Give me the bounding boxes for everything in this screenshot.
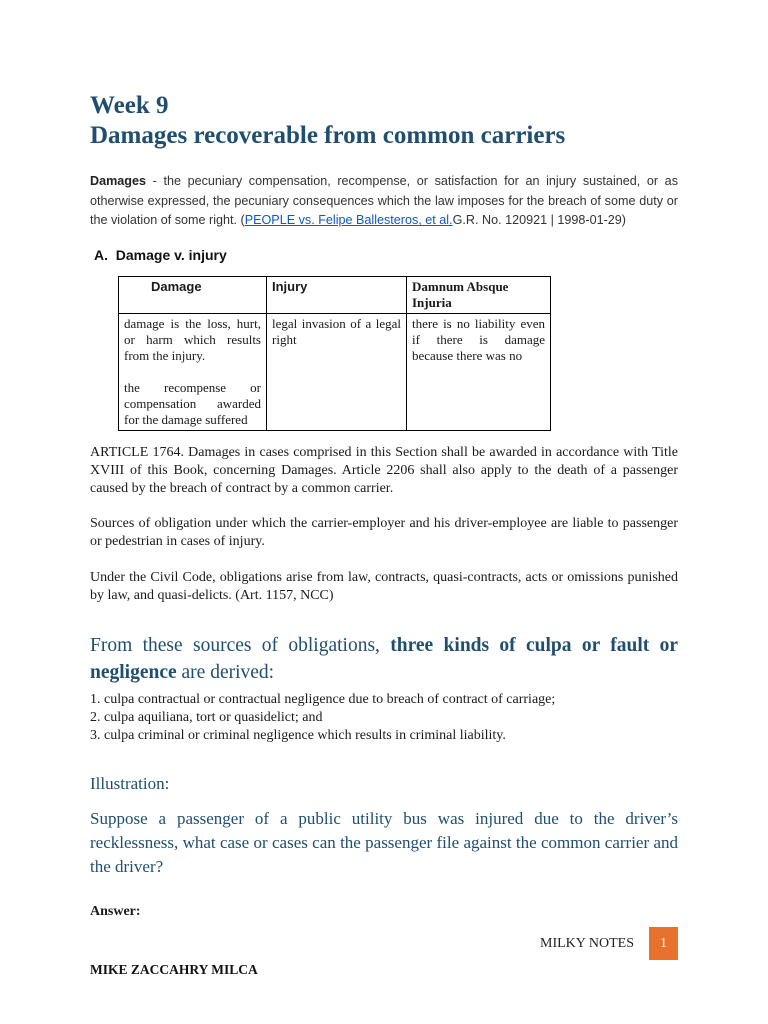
damage-injury-table bbox=[118, 276, 551, 431]
culpa-heading-post: are derived: bbox=[176, 662, 275, 683]
article-1764-paragraph: ARTICLE 1764. Damages in cases comprised in this Section shall be awarded in accordance with Title XVIII of this Book, concerning Damages. Article 2206 shall also apply to the death of a passenger caused by the breach of contract by a common carrier. bbox=[90, 445, 678, 496]
answer-label: Answer: bbox=[90, 904, 141, 919]
page-title: Damages recoverable from common carriers bbox=[90, 122, 566, 149]
culpa-heading-pre: From these sources of obligations, bbox=[90, 635, 391, 656]
table-header-damage: Damage bbox=[119, 277, 267, 314]
week-heading: Week 9 bbox=[90, 92, 169, 119]
table-header-injury: Injury bbox=[267, 277, 407, 314]
culpa-heading-bold: three kinds of culpa or fault or negligence bbox=[90, 635, 678, 683]
culpa-heading bbox=[90, 632, 678, 686]
definition-citation: G.R. No. 120921 | 1998-01-29) bbox=[452, 213, 626, 228]
list-item: 2. culpa aquiliana, tort or quasidelict; and bbox=[90, 710, 323, 725]
table-cell-damage bbox=[119, 314, 267, 431]
footer-author: MIKE ZACCAHRY MILCA bbox=[90, 962, 258, 977]
culpa-kinds-list bbox=[90, 691, 555, 745]
table-header-row bbox=[119, 277, 551, 314]
damage-definition-1: damage is the loss, hurt, or harm which results from the injury. bbox=[124, 316, 261, 363]
civil-code-paragraph: Under the Civil Code, obligations arise from law, contracts, quasi-contracts, acts or omissions punished by law, and quasi-delicts. (Art. 1157, NCC) bbox=[90, 570, 678, 603]
definition-term: Damages bbox=[90, 174, 147, 188]
damages-definition bbox=[90, 172, 678, 231]
table-row bbox=[119, 314, 551, 431]
footer-notes-label: MILKY NOTES bbox=[540, 936, 634, 951]
definition-text: - the pecuniary compensation, recompense, or satisfaction for an injury sustained, or as otherwise expressed, the pecuniary consequences which the law imposes for the breach of some duty or the violation of some right. ( bbox=[90, 174, 678, 228]
case-link[interactable]: PEOPLE vs. Felipe Ballesteros, et al. bbox=[244, 213, 453, 228]
list-item: 1. culpa contractual or contractual negligence due to breach of contract of carriage; bbox=[90, 692, 556, 707]
illustration-question: Suppose a passenger of a public utility bus was injured due to the driver’s recklessness, what case or cases can the passenger file against the common carrier and the driver? bbox=[90, 809, 678, 876]
table-cell-damnum: there is no liability even if there is damage because there was no bbox=[407, 314, 551, 431]
section-a-heading: A. Damage v. injury bbox=[94, 247, 227, 263]
page-number-badge: 1 bbox=[649, 927, 678, 960]
table-cell-injury: legal invasion of a legal right bbox=[267, 314, 407, 431]
list-item: 3. culpa criminal or criminal negligence which results in criminal liability. bbox=[90, 728, 506, 743]
damage-definition-2: the recompense or compensation awarded for the damage suffered bbox=[124, 380, 261, 427]
table-header-damnum: Damnum Absque Injuria bbox=[407, 277, 551, 314]
illustration-heading: Illustration: bbox=[90, 774, 170, 793]
sources-paragraph: Sources of obligation under which the carrier-employer and his driver-employee are liable to passenger or pedestrian in cases of injury. bbox=[90, 516, 678, 549]
